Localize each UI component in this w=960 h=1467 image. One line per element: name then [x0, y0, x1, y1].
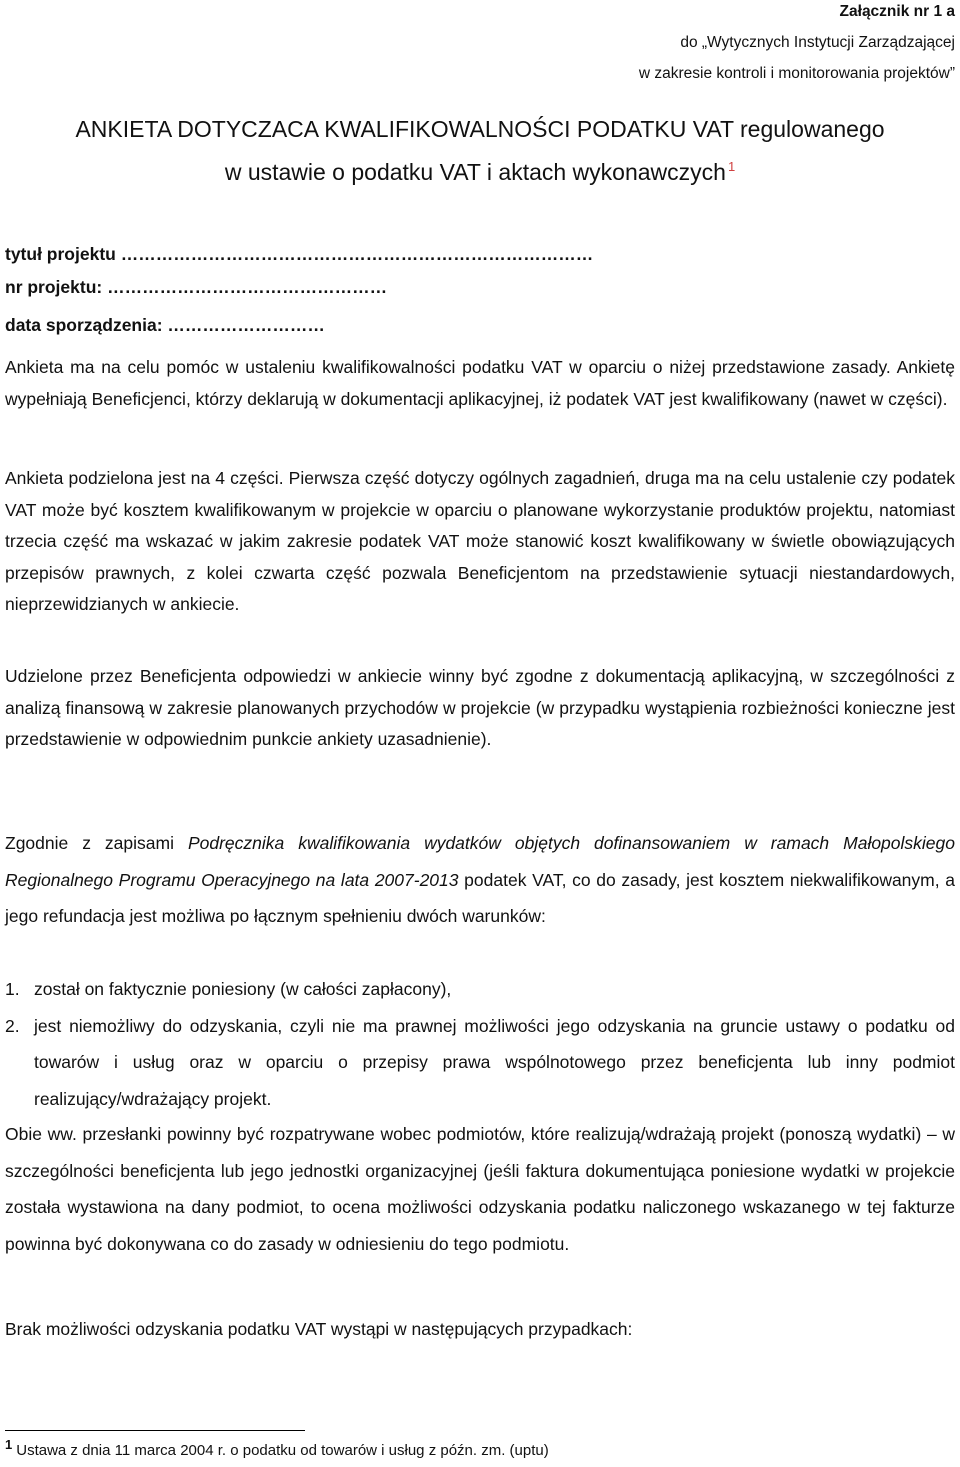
consistency-paragraph: Udzielone przez Beneficjenta odpowiedzi w ankiecie winny być zgodne z dokumentacją aplikacyjną, w szczególności z analizą finansową w zakresie planowanych przychodów w projekcie (w przypadku wystąpienia rozbieżności konieczne jest przedstawienie w odpowiednim punkcie ankiety uzasadnienie). — [5, 666, 955, 749]
footnote-separator — [5, 1430, 305, 1431]
footnote — [5, 1437, 549, 1462]
project-title-label: tytuł projektu — [5, 244, 116, 264]
date-label: data sporządzenia: — [5, 315, 163, 335]
list-item-number: 1. — [5, 979, 20, 999]
footnote-text: Ustawa z dnia 11 marca 2004 r. o podatku od towarów i usług z późn. zm. (uptu) — [16, 1442, 549, 1459]
intro-paragraph: Ankieta ma na celu pomóc w ustaleniu kwalifikowalności podatku VAT w oparciu o niżej przedstawione zasady. Ankietę wypełniają Beneficjenci, którzy deklarują w dokumentacji aplikacyjnej, iż podatek VAT jest kwalifikowany (nawet w części). — [5, 357, 955, 409]
title-line-2-text: w ustawie o podatku VAT i aktach wykonawczych — [224, 159, 726, 185]
rules-text-end: podatek VAT, co do zasady, jest kosztem niekwalifikowanym, a jego refundacja jest możliwa po łącznym spełnieniu dwóch warunków: — [5, 869, 956, 926]
annex-number: Załącznik nr 1 a — [839, 3, 955, 20]
conditions-list — [5, 971, 955, 1117]
date-field — [5, 309, 325, 342]
list-item — [5, 971, 955, 1008]
rules-text-start: Zgodnie z zapisami — [5, 833, 188, 853]
annex-header — [639, 0, 955, 89]
title-line-2 — [5, 151, 955, 194]
annex-line-3: w zakresie kontroli i monitorowania projektów” — [638, 65, 955, 82]
date-value: ……………………… — [167, 315, 325, 335]
handbook-title: Podręcznika kwalifikowania wydatków objętych dofinansowaniem w ramach Małopolskiego Regionalnego Programu Operacyjnego na lata 2007-2013 — [5, 833, 955, 890]
document-page — [5, 0, 955, 1467]
project-title-value: ……………………………………………………………………… — [120, 244, 594, 264]
title-line-1: ANKIETA DOTYCZACA KWALIFIKOWALNOŚCI PODATKU VAT regulowanego — [75, 116, 885, 142]
project-number-value: ………………………………………… — [107, 277, 388, 297]
project-number-label: nr projektu: — [5, 277, 103, 297]
rules-paragraph — [5, 825, 955, 935]
list-item-text: został on faktycznie poniesiony (w całości zapłacony), — [34, 979, 452, 999]
annex-line-2: do „Wytycznych Instytucji Zarządzającej — [680, 34, 955, 51]
scope-paragraph: Obie ww. przesłanki powinny być rozpatrywane wobec podmiotów, które realizują/wdrażają projekt (ponoszą wydatki) – w szczególności beneficjenta lub jego jednostki organizacyjnej (jeśli faktura dokumentująca poniesione wydatki w projekcie została wystawiona na dany podmiot, to ocena możliwości odzyskania podatku naliczonego wskazanego w tej fakturze powinna być dokonywana co do zasady w odniesieniu do tego podmiotu. — [5, 1124, 955, 1254]
structure-paragraph: Ankieta podzielona jest na 4 części. Pierwsza część dotyczy ogólnych zagadnień, druga ma na celu ustalenie czy podatek VAT może być kosztem kwalifikowanym w projekcie w oparciu o planowane wykorzystanie produktów projektu, natomiast trzecia część ma wskazać w jakim zakresie podatek VAT może stanowić koszt kwalifikowany w świetle obowiązujących przepisów prawnych, z kolei czwarta część pozwala Beneficjentom na przedstawienie sytuacji niestandardowych, nieprzewidzianych w ankiecie. — [5, 468, 955, 614]
list-item-text: jest niemożliwy do odzyskania, czyli nie ma prawnej możliwości jego odzyskania na gruncie ustawy o podatku od towarów i usług oraz w oparciu o przepisy prawa wspólnotowego przez beneficjenta lub inny podmiot realizujący/wdrażający projekt. — [34, 1015, 955, 1109]
footnote-marker: 1 — [5, 1437, 13, 1452]
list-item-number: 2. — [5, 1015, 20, 1036]
project-number-field — [5, 271, 387, 304]
project-title-field — [5, 238, 593, 271]
footnote-reference[interactable]: 1 — [727, 159, 736, 175]
list-item — [5, 1008, 955, 1118]
document-title — [5, 108, 955, 194]
cases-intro-paragraph: Brak możliwości odzyskania podatku VAT wystąpi w następujących przypadkach: — [5, 1319, 633, 1339]
